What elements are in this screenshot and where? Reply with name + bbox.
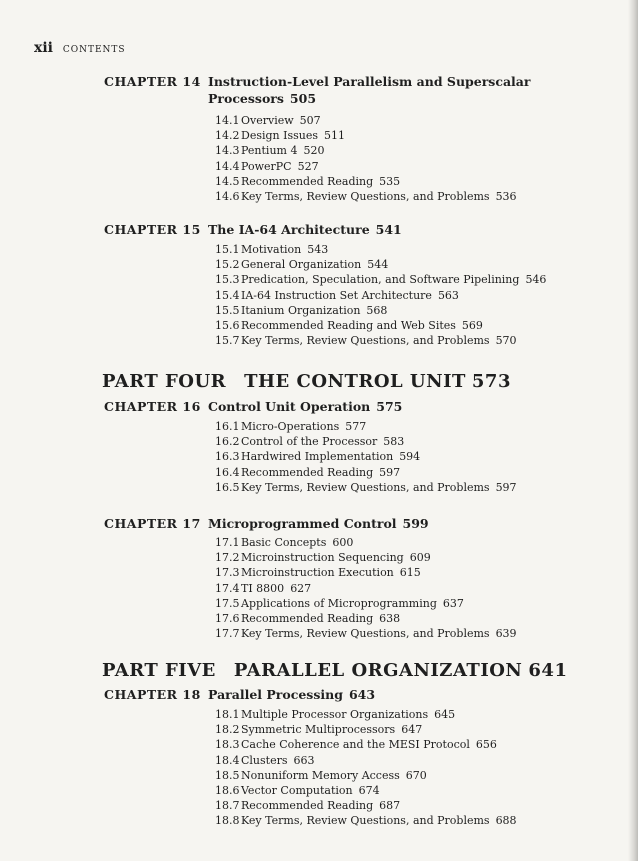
chapter-16-title-text: Control Unit Operation [208,399,371,414]
section-page: 527 [297,159,319,173]
section-title: Recommended Reading [241,465,374,479]
chapter-18-label: CHAPTER 18 [104,687,201,702]
section-number: 15.5 [215,303,240,317]
toc-section-entry [215,480,517,495]
toc-section-entry [215,303,387,318]
section-title: Key Terms, Review Questions, and Problems [241,627,490,641]
section-number: 17.4 [215,581,240,595]
section-page: 544 [367,258,389,272]
section-number: 15.1 [215,243,240,256]
chapter-18-title-text: Parallel Processing [208,687,343,702]
toc-section-entry [215,783,380,798]
toc-section-entry [215,288,459,303]
section-title: Cache Coherence and the MESI Protocol [241,738,470,752]
section-page: 656 [475,738,497,752]
section-page: 569 [461,319,483,332]
part-five-title: PARALLEL ORGANIZATION [233,660,523,681]
section-title: Vector Computation [241,784,353,797]
toc-section-entry [215,737,497,752]
section-number: 14.6 [215,190,240,203]
toc-section-entry [215,581,311,596]
section-title: Overview [241,114,294,127]
section-number: 18.2 [215,723,240,737]
chapter-14-title-line2: Processors [208,91,284,106]
toc-section-entry [215,242,328,257]
part-five-heading [102,660,567,681]
section-page: 597 [495,480,517,494]
section-page: 543 [307,243,329,256]
section-title: Symmetric Multiprocessors [241,723,396,737]
page-header [34,40,126,56]
chapter-17-page: 599 [402,516,429,531]
section-title: PowerPC [241,159,292,173]
part-four-heading [102,371,511,392]
section-title: Key Terms, Review Questions, and Problems [241,480,490,494]
section-title: Recommended Reading [241,174,374,188]
section-title: Key Terms, Review Questions, and Problems [241,814,490,828]
chapter-16-page: 575 [376,399,403,414]
chapter-15-page: 541 [375,222,402,237]
section-page: 594 [399,450,421,464]
running-title: CONTENTS [62,45,126,55]
section-page: 597 [379,465,401,479]
toc-section-entry [215,128,345,143]
section-title: Recommended Reading and Web Sites [241,319,456,332]
section-number: 16.4 [215,465,240,479]
section-page: 670 [405,768,427,782]
section-number: 17.1 [215,536,240,549]
section-page: 520 [303,144,325,158]
section-page: 570 [495,334,517,348]
toc-section-entry [215,768,427,783]
section-page: 687 [379,799,401,813]
section-title: Recommended Reading [241,612,374,625]
chapter-14-title [208,73,531,107]
section-page: 577 [345,420,367,433]
section-page: 609 [409,551,431,565]
toc-section-entry [215,465,400,480]
toc-section-entry [215,753,315,768]
section-number: 18.4 [215,753,240,767]
section-number: 17.2 [215,551,240,565]
page-number: xii [34,40,53,56]
section-page: 563 [437,288,459,302]
toc-section-entry [215,333,517,348]
section-title: Applications of Microprogramming [241,596,437,610]
section-page: 638 [379,612,401,625]
toc-section-entry [215,535,353,550]
section-title: Recommended Reading [241,799,374,813]
toc-section-entry [215,449,420,464]
toc-section-entry [215,113,321,128]
section-title: Design Issues [241,129,318,143]
section-number: 16.2 [215,435,240,449]
section-number: 17.7 [215,627,240,641]
chapter-14-label: CHAPTER 14 [104,74,201,89]
chapter-15-title [208,221,402,238]
section-title: IA-64 Instruction Set Architecture [241,288,432,302]
toc-section-entry [215,419,366,434]
toc-section-entry [215,707,455,722]
section-title: Hardwired Implementation [241,450,394,464]
toc-section-entry [215,722,422,737]
part-four-title: THE CONTROL UNIT [244,371,466,392]
chapter-17-title-text: Microprogrammed Control [208,516,397,531]
section-page: 536 [495,190,517,203]
section-number: 17.6 [215,612,240,625]
section-number: 18.1 [215,708,240,721]
section-page: 615 [399,566,421,580]
section-page: 637 [442,596,464,610]
section-page: 674 [358,784,380,797]
section-title: Microinstruction Sequencing [241,551,404,565]
chapter-15-label: CHAPTER 15 [104,222,201,237]
section-number: 14.2 [215,129,240,143]
section-title: Clusters [241,753,288,767]
toc-section-entry [215,798,400,813]
toc-section-entry [215,813,517,828]
section-number: 18.6 [215,784,240,797]
chapter-14-title-line1: Instruction-Level Parallelism and Superscalar [208,74,531,89]
part-five-label: PART FIVE [102,660,216,681]
section-title: Nonuniform Memory Access [241,768,400,782]
section-number: 17.5 [215,596,240,610]
section-title: Control of the Processor [241,435,378,449]
chapter-17-title [208,515,429,532]
section-title: Micro-Operations [241,420,340,433]
page-edge-shadow [628,0,638,861]
section-number: 14.4 [215,159,240,173]
section-title: Microinstruction Execution [241,566,394,580]
section-number: 18.8 [215,814,240,828]
toc-section-entry [215,611,400,626]
toc-section-entry [215,626,517,641]
section-page: 639 [495,627,517,641]
section-page: 511 [324,129,345,143]
toc-section-entry [215,596,464,611]
section-page: 645 [434,708,456,721]
toc-section-entry [215,318,483,333]
toc-section-entry [215,565,421,580]
section-title: Multiple Processor Organizations [241,708,429,721]
section-title: Key Terms, Review Questions, and Problems [241,334,490,348]
chapter-17-label: CHAPTER 17 [104,516,201,531]
section-page: 583 [383,435,405,449]
section-number: 15.2 [215,258,240,272]
chapter-16-title [208,398,402,415]
toc-section-entry [215,159,319,174]
section-number: 16.5 [215,480,240,494]
section-number: 14.5 [215,174,240,188]
section-number: 15.6 [215,319,240,332]
section-page: 600 [332,536,354,549]
section-page: 627 [290,581,312,595]
section-page: 663 [293,753,315,767]
part-five-page: 641 [528,660,568,681]
section-number: 15.7 [215,334,240,348]
section-title: Motivation [241,243,302,256]
section-title: TI 8800 [241,581,285,595]
section-page: 568 [366,303,388,317]
section-title: Predication, Speculation, and Software Pipelining [241,273,520,287]
section-number: 18.7 [215,799,240,813]
chapter-14-page: 505 [289,91,317,106]
toc-section-entry [215,143,324,158]
section-title: Basic Concepts [241,536,327,549]
section-number: 15.4 [215,288,240,302]
toc-section-entry [215,174,400,189]
toc-section-entry [215,189,517,204]
chapter-18-title [208,686,375,703]
toc-section-entry [215,272,546,287]
section-number: 15.3 [215,273,240,287]
toc-section-entry [215,434,404,449]
section-title: Itanium Organization [241,303,361,317]
section-page: 546 [525,273,547,287]
section-title: Key Terms, Review Questions, and Problems [241,190,490,203]
section-page: 507 [299,114,321,127]
toc-section-entry [215,257,388,272]
section-number: 14.3 [215,144,240,158]
section-number: 14.1 [215,114,240,127]
section-page: 535 [379,174,401,188]
section-number: 16.1 [215,420,240,433]
section-number: 18.3 [215,738,240,752]
section-title: General Organization [241,258,362,272]
part-four-page: 573 [471,371,511,392]
section-page: 647 [401,723,423,737]
section-number: 18.5 [215,768,240,782]
section-title: Pentium 4 [241,144,298,158]
section-number: 16.3 [215,450,240,464]
chapter-15-title-text: The IA-64 Architecture [208,222,370,237]
part-four-label: PART FOUR [102,371,227,392]
chapter-18-page: 643 [348,687,376,702]
chapter-16-label: CHAPTER 16 [104,399,201,414]
section-number: 17.3 [215,566,240,580]
section-page: 688 [495,814,517,828]
toc-section-entry [215,550,431,565]
